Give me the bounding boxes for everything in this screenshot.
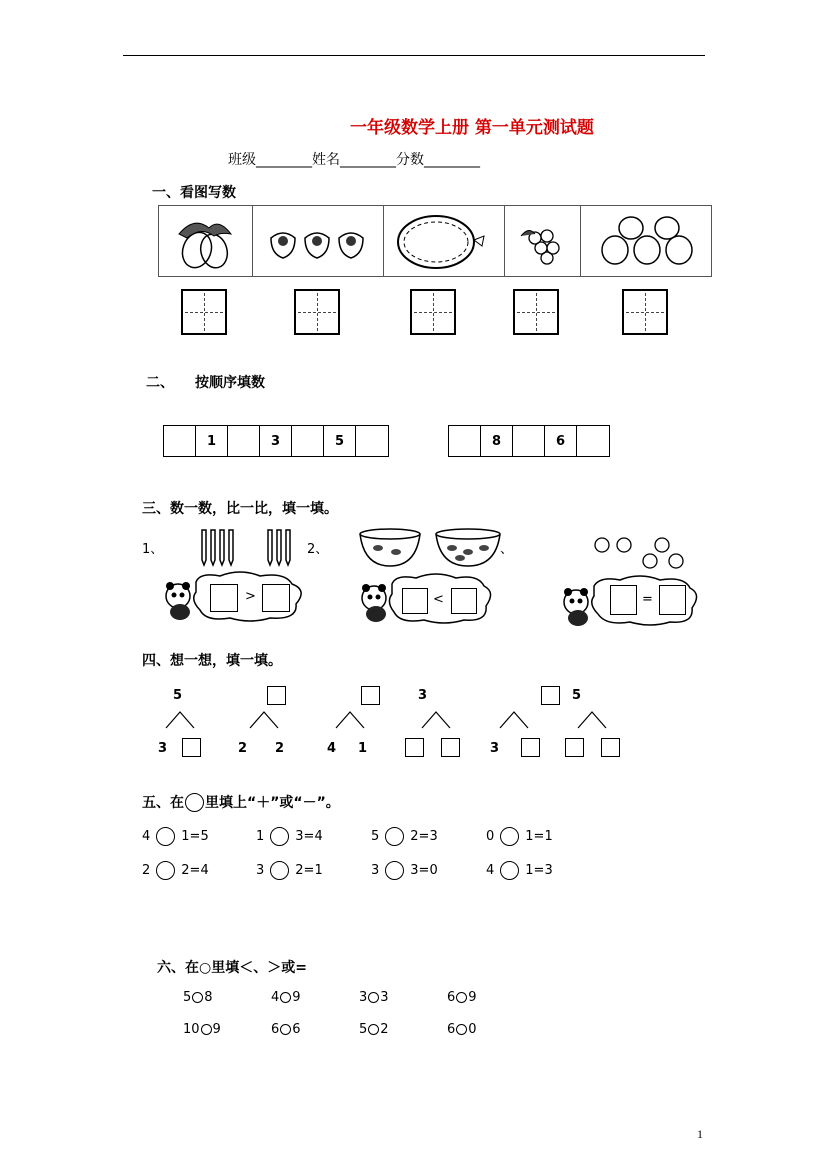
top-rule xyxy=(123,55,705,56)
equation-rest: 2=4 xyxy=(181,863,209,878)
split-top-box[interactable] xyxy=(267,686,286,705)
split-part: 1 xyxy=(358,741,368,756)
operator-circle[interactable] xyxy=(385,827,404,846)
right-number: 9 xyxy=(212,1022,221,1037)
compare-circle[interactable] xyxy=(456,1024,467,1035)
q3-label-1: 1、 xyxy=(142,542,164,557)
answer-grid[interactable] xyxy=(622,289,668,335)
operator-circle[interactable] xyxy=(500,861,519,880)
equation-rest: 1=1 xyxy=(525,829,553,844)
compare-item xyxy=(447,1022,477,1037)
left-number: 6 xyxy=(447,1022,456,1037)
watermelon-picture xyxy=(384,206,505,276)
answer-grid[interactable] xyxy=(513,289,559,335)
oranges-icon xyxy=(590,533,690,571)
compare-item xyxy=(183,1022,271,1037)
operand: 0 xyxy=(486,829,495,844)
compare-answer-box[interactable] xyxy=(402,588,428,614)
section-2-heading: 按顺序填数 xyxy=(195,375,265,391)
strawberry-icon xyxy=(253,206,383,276)
operator-item xyxy=(256,827,371,846)
right-number: 6 xyxy=(292,1022,301,1037)
operator-circle[interactable] xyxy=(270,861,289,880)
apple-icon xyxy=(581,206,715,276)
student-info-line: 班级________姓名________分数________ xyxy=(228,152,480,168)
answer-grid[interactable] xyxy=(294,289,340,335)
equation-rest: 3=0 xyxy=(410,863,438,878)
answer-grid[interactable] xyxy=(410,289,456,335)
sequence-cell[interactable] xyxy=(449,426,481,456)
split-part-box[interactable] xyxy=(441,738,460,757)
sequence-row-1 xyxy=(163,425,389,457)
compare-circle[interactable] xyxy=(280,1024,291,1035)
section-6-heading: 六、在○里填＜、＞或= xyxy=(157,960,307,976)
operator-item xyxy=(142,827,256,846)
compare-item xyxy=(359,990,447,1005)
grape-icon xyxy=(505,206,580,276)
split-top: 3 xyxy=(418,688,428,703)
operator-circle[interactable] xyxy=(156,861,175,880)
section-5-heading xyxy=(142,792,340,812)
equation-rest: 2=1 xyxy=(295,863,323,878)
equation-rest: 2=3 xyxy=(410,829,438,844)
operator-circle[interactable] xyxy=(156,827,175,846)
answer-grid[interactable] xyxy=(181,289,227,335)
left-number: 5 xyxy=(183,990,192,1005)
sequence-cell[interactable] xyxy=(513,426,545,456)
section-2-number: 二、 xyxy=(146,375,174,391)
split-part-box[interactable] xyxy=(565,738,584,757)
compare-answer-box[interactable] xyxy=(451,588,477,614)
left-number: 6 xyxy=(271,1022,280,1037)
compare-circle[interactable] xyxy=(201,1024,212,1035)
split-part-box[interactable] xyxy=(601,738,620,757)
sequence-row-2 xyxy=(448,425,610,457)
operator-row xyxy=(142,827,553,846)
compare-sign: < xyxy=(433,592,444,607)
equation-rest: 1=3 xyxy=(525,863,553,878)
operator-item xyxy=(486,861,553,880)
left-number: 3 xyxy=(359,990,368,1005)
mango-icon xyxy=(159,206,252,276)
right-number: 8 xyxy=(204,990,213,1005)
q3-label-3: 、 xyxy=(500,542,514,557)
sequence-cell: 1 xyxy=(196,426,228,456)
compare-row xyxy=(183,990,477,1005)
split-part-box[interactable] xyxy=(405,738,424,757)
apple-picture xyxy=(581,206,715,276)
sequence-cell[interactable] xyxy=(228,426,260,456)
split-top-box[interactable] xyxy=(361,686,380,705)
section-4-heading: 四、想一想，填一填。 xyxy=(142,653,282,669)
compare-sign: = xyxy=(642,592,653,607)
split-top: 5 xyxy=(173,688,183,703)
grape-picture xyxy=(505,206,581,276)
sequence-cell: 5 xyxy=(324,426,356,456)
strawberry-picture xyxy=(253,206,384,276)
split-top-box[interactable] xyxy=(541,686,560,705)
operand: 2 xyxy=(142,863,151,878)
sequence-cell: 3 xyxy=(260,426,292,456)
compare-sign: > xyxy=(245,589,256,604)
right-number: 9 xyxy=(292,990,301,1005)
compare-row xyxy=(183,1022,477,1037)
compare-item xyxy=(183,990,271,1005)
right-number: 2 xyxy=(380,1022,389,1037)
operand: 3 xyxy=(371,863,380,878)
compare-item xyxy=(271,1022,359,1037)
sequence-cell[interactable] xyxy=(356,426,388,456)
compare-circle[interactable] xyxy=(456,992,467,1003)
operator-item xyxy=(142,861,256,880)
sequence-cell[interactable] xyxy=(292,426,324,456)
split-part: 4 xyxy=(327,741,337,756)
equation-rest: 3=4 xyxy=(295,829,323,844)
right-number: 9 xyxy=(468,990,477,1005)
q3-label-2: 2、 xyxy=(307,542,329,557)
sequence-cell: 6 xyxy=(545,426,577,456)
section-5-suffix: 里填上“＋”或“－”。 xyxy=(205,795,340,811)
split-part: 2 xyxy=(275,741,285,756)
equation-rest: 1=5 xyxy=(181,829,209,844)
section-5-prefix: 五、在 xyxy=(142,795,184,811)
left-number: 6 xyxy=(447,990,456,1005)
compare-circle[interactable] xyxy=(368,992,379,1003)
page-number: 1 xyxy=(697,1127,703,1141)
compare-answer-box[interactable] xyxy=(610,585,637,615)
compare-answer-box[interactable] xyxy=(659,585,686,615)
sequence-cell: 8 xyxy=(481,426,513,456)
operator-row xyxy=(142,861,553,880)
page-title: 一年级数学上册 第一单元测试题 xyxy=(350,118,594,138)
compare-circle[interactable] xyxy=(192,992,203,1003)
operator-item xyxy=(486,827,553,846)
fish-bowls-icon xyxy=(356,526,506,570)
compare-item xyxy=(447,990,477,1005)
operand: 1 xyxy=(256,829,265,844)
operator-circle[interactable] xyxy=(270,827,289,846)
sequence-cell[interactable] xyxy=(577,426,609,456)
right-number: 3 xyxy=(380,990,389,1005)
split-part: 3 xyxy=(490,741,500,756)
split-part: 3 xyxy=(158,741,168,756)
split-top: 5 xyxy=(572,688,582,703)
left-number: 4 xyxy=(271,990,280,1005)
operator-item xyxy=(371,827,486,846)
compare-answer-box[interactable] xyxy=(262,584,290,612)
operator-item xyxy=(371,861,486,880)
watermelon-icon xyxy=(384,206,504,276)
section-1-heading: 一、看图写数 xyxy=(152,185,236,201)
operand: 4 xyxy=(486,863,495,878)
compare-circle[interactable] xyxy=(280,992,291,1003)
operand: 4 xyxy=(142,829,151,844)
left-number: 10 xyxy=(183,1022,200,1037)
section-3-heading: 三、数一数，比一比，填一填。 xyxy=(142,501,338,517)
compare-circle[interactable] xyxy=(368,1024,379,1035)
split-branches xyxy=(160,708,620,730)
operand: 3 xyxy=(256,863,265,878)
compare-answer-box[interactable] xyxy=(210,584,238,612)
compare-item xyxy=(359,1022,447,1037)
mango-picture xyxy=(159,206,253,276)
operator-circle[interactable] xyxy=(500,827,519,846)
split-part: 2 xyxy=(238,741,248,756)
picture-strip xyxy=(158,205,712,277)
pencils-icon xyxy=(196,528,306,568)
split-part-box[interactable] xyxy=(182,738,201,757)
right-number: 0 xyxy=(468,1022,477,1037)
compare-item xyxy=(271,990,359,1005)
operator-circle[interactable] xyxy=(385,861,404,880)
operand: 5 xyxy=(371,829,380,844)
operator-item xyxy=(256,861,371,880)
split-part-box[interactable] xyxy=(521,738,540,757)
circle-icon xyxy=(185,793,204,812)
sequence-cell[interactable] xyxy=(164,426,196,456)
left-number: 5 xyxy=(359,1022,368,1037)
